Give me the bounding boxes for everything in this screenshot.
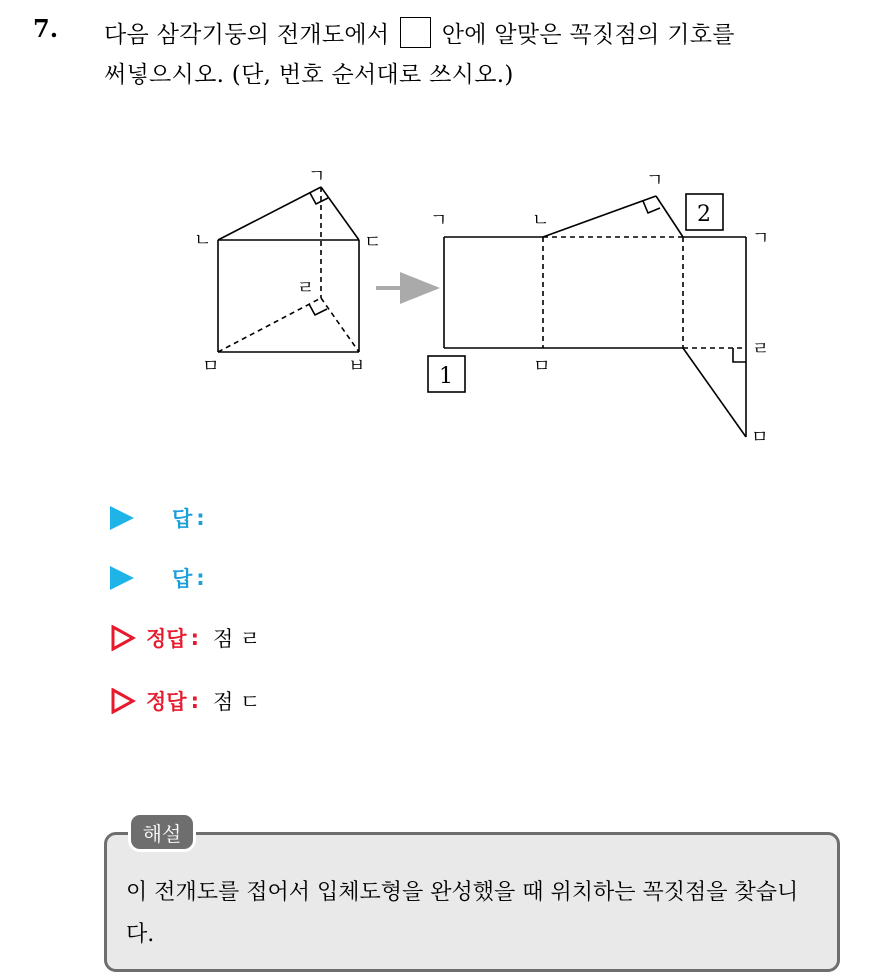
- prism-label-top-left: ㄴ: [194, 230, 212, 251]
- net-label-tri-top: ㄱ: [646, 170, 664, 191]
- net-label-left-top: ㄱ: [430, 210, 448, 231]
- net-label-right-bottom: ㅁ: [751, 427, 769, 448]
- triangular-prism: [218, 187, 359, 352]
- outline-triangle-icon: [110, 625, 136, 651]
- question-text-part1: 다음 삼각기둥의 전개도에서: [104, 22, 390, 48]
- explanation-tag: 해설: [128, 812, 196, 852]
- answer-colon-1: :: [196, 506, 205, 530]
- figure: [0, 0, 884, 460]
- answer-row-1: [110, 502, 205, 534]
- prism-label-bottom-right: ㅂ: [348, 356, 366, 377]
- correct-answer-row-2: [110, 685, 260, 717]
- correct-answer-1: 점 ㄹ: [212, 627, 261, 651]
- net-label-mid-top: ㄴ: [532, 210, 550, 231]
- prism-label-bottom-left: ㅁ: [202, 356, 220, 377]
- blank-box-2-number: 2: [697, 202, 711, 227]
- correct-label-2: 정답: [146, 690, 187, 714]
- outline-triangle-icon: [110, 688, 136, 714]
- correct-answer-2: 점 ㄷ: [212, 690, 261, 714]
- correct-colon-1: :: [190, 626, 199, 650]
- correct-label-1: 정답: [146, 627, 187, 651]
- prism-label-top-right: ㄷ: [364, 232, 382, 253]
- play-triangle-icon: [110, 506, 134, 530]
- answer-colon-2: :: [196, 566, 205, 590]
- correct-colon-2: :: [190, 689, 199, 713]
- net-label-right-top: ㄱ: [752, 228, 770, 249]
- play-triangle-icon: [110, 566, 134, 590]
- prism-label-bottom-back: ㄹ: [297, 278, 315, 299]
- question-text-line2: 써넣으시오. (단, 번호 순서대로 쓰시오.): [104, 62, 514, 88]
- explanation-text: 이 전개도를 접어서 입체도형을 완성했을 때 위치하는 꼭짓점을 찾습니다.: [126, 880, 799, 947]
- question-text-part2: 안에 알맞은 꼭짓점의 기호를: [441, 22, 735, 48]
- answer-label-2: 답: [172, 567, 193, 591]
- answer-label-1: 답: [172, 507, 193, 531]
- correct-answer-row-1: [110, 622, 260, 654]
- prism-net: [444, 196, 746, 437]
- net-label-mid-bottom: ㅁ: [533, 356, 551, 377]
- question-number: 7.: [33, 14, 59, 43]
- blank-box-1-number: 1: [439, 364, 453, 389]
- answer-row-2: [110, 562, 205, 594]
- prism-label-top-back: ㄱ: [308, 166, 326, 187]
- net-label-right-mid: ㄹ: [752, 339, 770, 360]
